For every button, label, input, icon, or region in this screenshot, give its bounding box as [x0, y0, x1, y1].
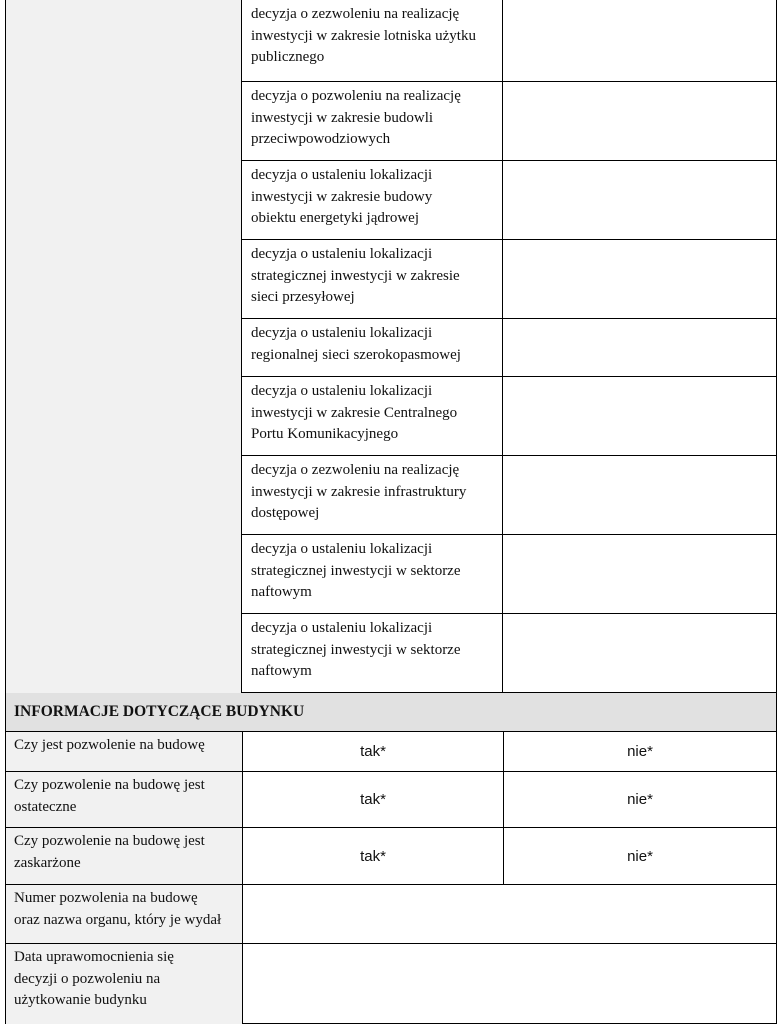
decision-row	[242, 535, 776, 614]
decision-group-label-cell	[6, 0, 242, 693]
question-row-permit-final	[6, 772, 776, 828]
field-row-permit-number	[6, 885, 776, 944]
decision-label: decyzja o ustaleniu lokalizacji inwestycji w zakresie Centralnego Portu Komunikacyjnego	[242, 377, 503, 455]
decision-value-field[interactable]	[503, 82, 776, 160]
yes-option[interactable]: tak*	[243, 772, 504, 827]
decision-row	[242, 319, 776, 377]
decision-label: decyzja o ustaleniu lokalizacji strategicznej inwestycji w sektorze naftowym	[242, 614, 503, 692]
field-label: Numer pozwolenia na budowę oraz nazwa organu, który je wydał	[6, 885, 243, 943]
decision-label: decyzja o zezwoleniu na realizację inwestycji w zakresie infrastruktury dostępowej	[242, 456, 503, 534]
decision-row	[242, 614, 776, 693]
no-option[interactable]: nie*	[627, 743, 653, 760]
no-option[interactable]: nie*	[627, 847, 653, 865]
decision-value-field[interactable]	[503, 0, 776, 81]
decision-label: decyzja o zezwoleniu na realizację inwestycji w zakresie lotniska użytku publicznego	[242, 0, 503, 81]
decision-value-field[interactable]	[503, 161, 776, 239]
question-label: Czy pozwolenie na budowę jest zaskarżone	[6, 828, 243, 884]
decision-value-field[interactable]	[503, 377, 776, 455]
decision-row	[242, 82, 776, 161]
decision-value-field[interactable]	[503, 614, 776, 692]
question-row-building-permit	[6, 732, 776, 772]
decision-value-field[interactable]	[503, 456, 776, 534]
question-label: Czy pozwolenie na budowę jest ostateczne	[6, 772, 243, 827]
validation-date-field[interactable]	[243, 944, 776, 1024]
building-form-table	[5, 0, 777, 1024]
decision-row	[242, 0, 776, 82]
decision-value-field[interactable]	[503, 319, 776, 376]
decision-value-field[interactable]	[503, 240, 776, 318]
yes-option[interactable]: tak*	[243, 732, 504, 771]
decision-label: decyzja o ustaleniu lokalizacji strategicznej inwestycji w sektorze naftowym	[242, 535, 503, 613]
decision-label: decyzja o pozwoleniu na realizację inwestycji w zakresie budowli przeciwpowodziowych	[242, 82, 503, 160]
decision-label: decyzja o ustaleniu lokalizacji inwestycji w zakresie budowy obiektu energetyki jądrowej	[242, 161, 503, 239]
decision-row	[242, 456, 776, 535]
question-row-permit-appealed	[6, 828, 776, 885]
decision-label: decyzja o ustaleniu lokalizacji regionalnej sieci szerokopasmowej	[242, 319, 503, 376]
decision-row	[242, 161, 776, 240]
section-title: INFORMACJE DOTYCZĄCE BUDYNKU	[6, 693, 776, 732]
yes-option[interactable]: tak*	[243, 828, 504, 884]
decision-row	[242, 377, 776, 456]
no-option[interactable]: nie*	[627, 791, 653, 808]
decision-value-field[interactable]	[503, 535, 776, 613]
field-label: Data uprawomocnienia się decyzji o pozwoleniu na użytkowanie budynku	[6, 944, 243, 1024]
decision-label: decyzja o ustaleniu lokalizacji strategicznej inwestycji w zakresie sieci przesyłowej	[242, 240, 503, 318]
decision-block	[6, 0, 776, 693]
field-row-validation-date	[6, 944, 776, 1024]
question-label: Czy jest pozwolenie na budowę	[6, 732, 243, 771]
decision-row	[242, 240, 776, 319]
permit-number-field[interactable]	[243, 885, 776, 943]
